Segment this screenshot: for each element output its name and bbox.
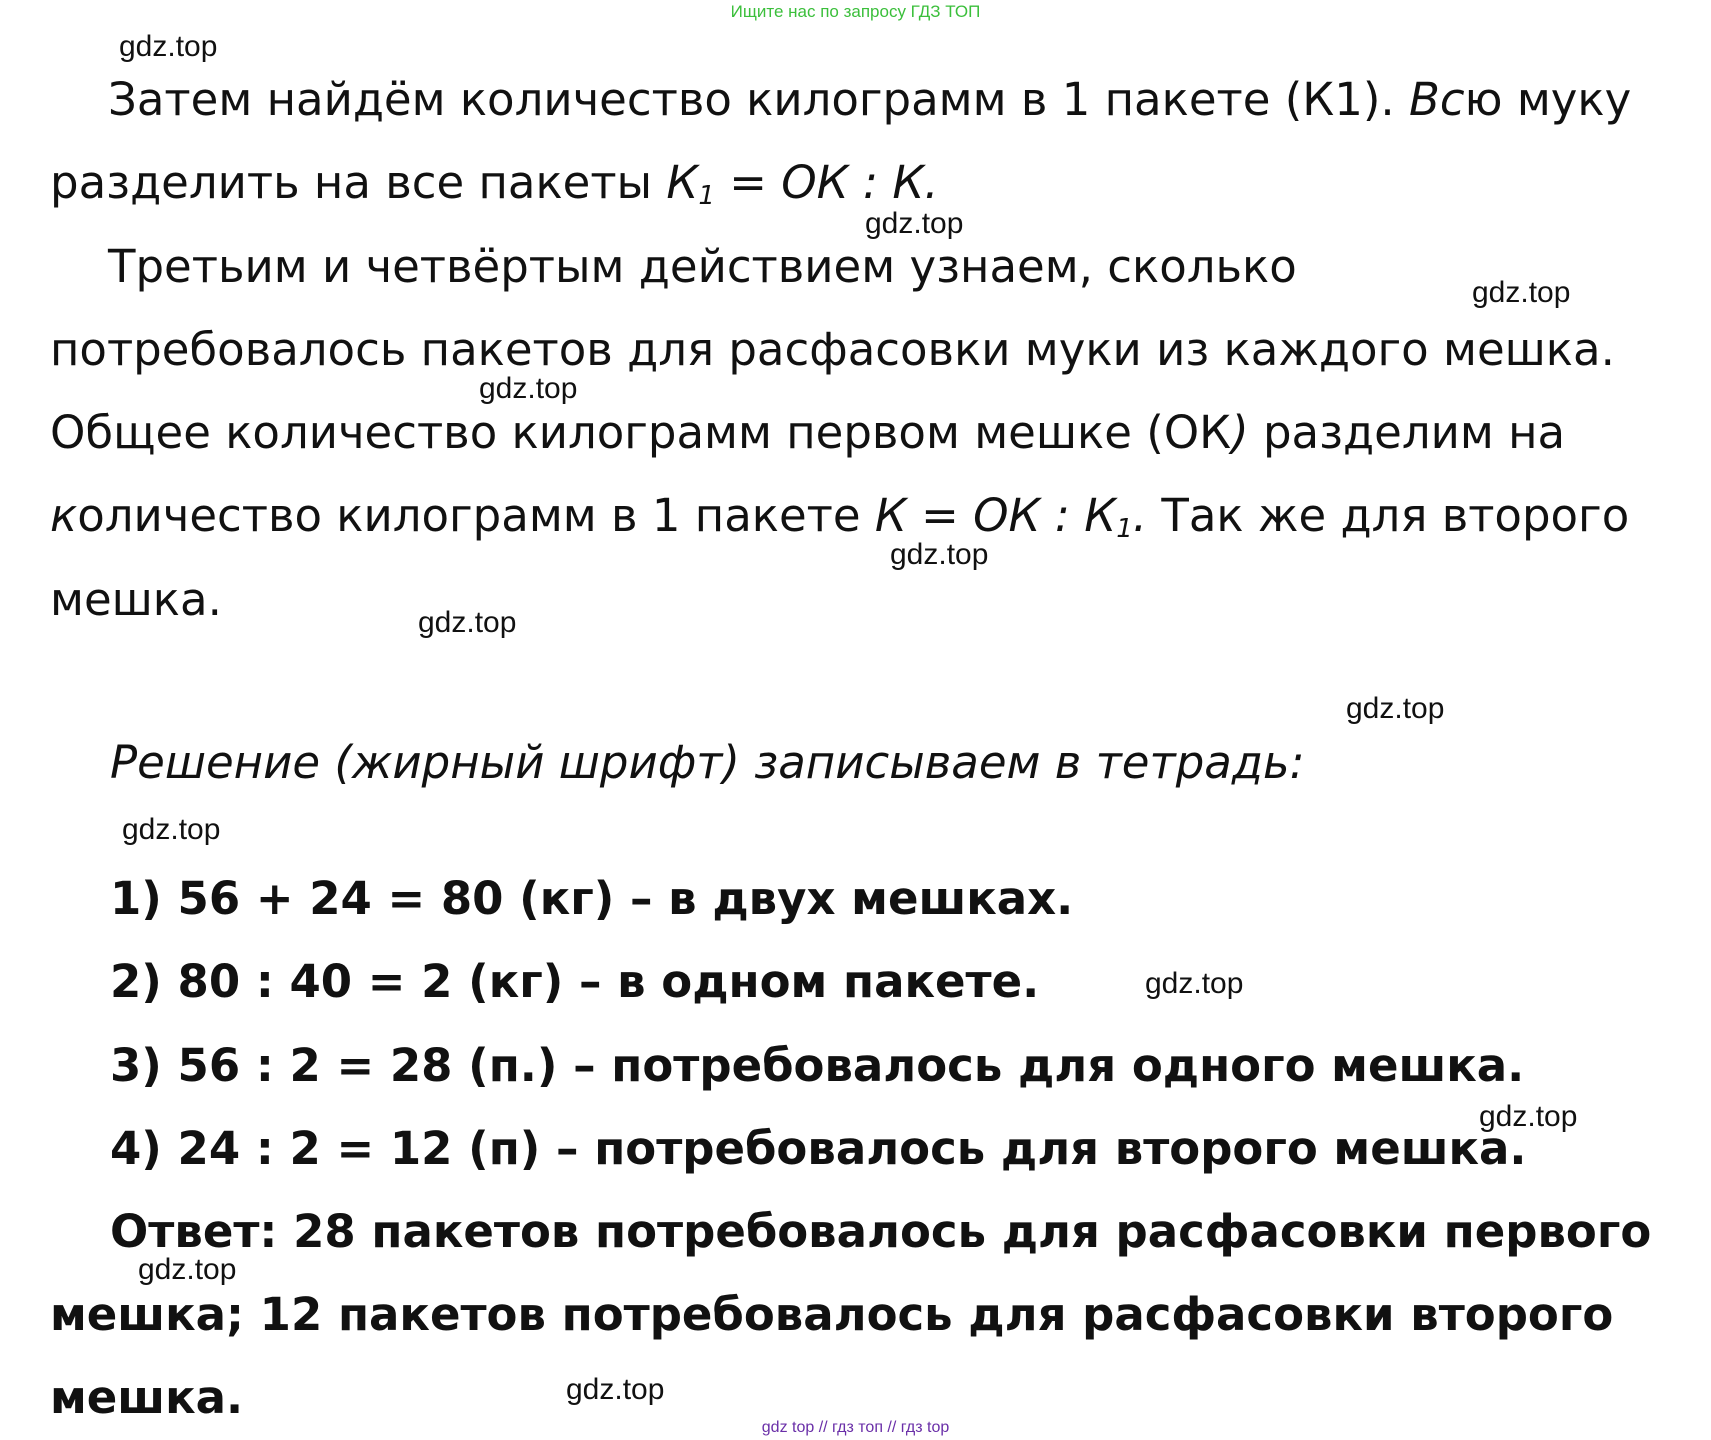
paragraph2-line5: мешка.: [50, 573, 222, 626]
answer-line: мешка.: [50, 1371, 244, 1424]
paragraph1-line1: [108, 73, 1632, 126]
paragraph2-line4-tail: Так же для второго: [1147, 489, 1630, 542]
watermark: gdz.top: [865, 207, 964, 240]
paragraph2-line3-text: Общее количество килограмм первом мешке (ОК: [50, 406, 1232, 459]
watermark: gdz.top: [1479, 1100, 1578, 1133]
watermark: gdz.top: [122, 813, 221, 846]
paragraph1-text: Затем найдём количество килограмм в 1 пакете (К1).: [108, 73, 1410, 126]
paragraph2-line3-italic: ): [1231, 406, 1249, 459]
watermark: gdz.top: [890, 538, 989, 571]
watermark: gdz.top: [138, 1253, 237, 1286]
solution-step: 4) 24 : 2 = 12 (п) – потребовалось для второго мешка.: [110, 1122, 1527, 1175]
solution-step: 1) 56 + 24 = 80 (кг) – в двух мешках.: [110, 872, 1074, 925]
formula-subscript: 1: [698, 181, 715, 211]
formula-dot: .: [1132, 489, 1148, 542]
solution-step: 2) 80 : 40 = 2 (кг) – в одном пакете.: [110, 955, 1040, 1008]
paragraph2-line3-tail: разделим на: [1248, 406, 1566, 459]
watermark: gdz.top: [119, 30, 218, 63]
paragraph1-line2-text: разделить на все пакеты: [50, 156, 667, 209]
paragraph2-line4-text: оличество килограмм в 1 пакете: [77, 489, 875, 542]
paragraph1-line2: [50, 156, 939, 211]
watermark: gdz.top: [1472, 276, 1571, 309]
paragraph2-line2: потребовалось пакетов для расфасовки муки из каждого мешка.: [50, 323, 1615, 376]
formula-rest: = ОК : К.: [714, 156, 939, 209]
footer-links: gdz top // гдз топ // гдз top: [761, 1419, 950, 1436]
paragraph2-line3: [50, 406, 1566, 459]
watermark: gdz.top: [1346, 692, 1445, 725]
watermark: gdz.top: [418, 606, 517, 639]
paragraph2-line4-k: к: [50, 489, 78, 542]
watermark: gdz.top: [479, 372, 578, 405]
paragraph1-tail: ю муку: [1464, 73, 1632, 126]
paragraph1-italic: Вс: [1409, 73, 1465, 126]
answer-line: Ответ: 28 пакетов потребовалось для расфасовки первого: [110, 1205, 1652, 1258]
formula-subscript: 1: [1116, 514, 1133, 544]
formula-k-ok-k1: К = ОК : К: [874, 489, 1117, 542]
paragraph2-line4: [50, 489, 1630, 544]
watermark: gdz.top: [1145, 967, 1244, 1000]
answer-line: мешка; 12 пакетов потребовалось для расфасовки второго: [50, 1288, 1614, 1341]
solution-step: 3) 56 : 2 = 28 (п.) – потребовалось для одного мешка.: [110, 1039, 1525, 1092]
search-hint: Ищите нас по запросу ГДЗ ТОП: [730, 2, 981, 21]
watermark: gdz.top: [566, 1373, 665, 1406]
formula-k: К: [666, 156, 699, 209]
solution-heading: Решение (жирный шрифт) записываем в тетрадь:: [110, 736, 1305, 789]
paragraph2-line1: Третьим и четвёртым действием узнаем, сколько: [108, 240, 1297, 293]
